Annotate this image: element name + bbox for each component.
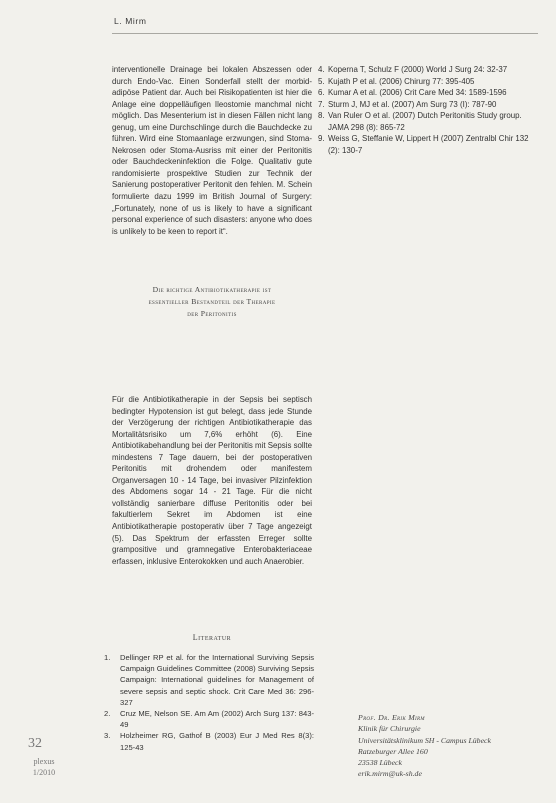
reference-number: 2. (104, 709, 111, 719)
address-line: Ratzeburger Allee 160 (358, 746, 428, 756)
body-paragraph: Für die Antibiotikatherapie in der Sepsis bei septisch bedingter Hypotension ist gut belegt, dass jede Stunde der Verzögerung der richtigen Antibiotikatherapie das Mortalitätsrisiko um 7,6% erhöht (6). Eine Antibiotikabehandlung bei der Peritonitis mit Sepsis sollte mindestens 7 Tage dauern, bei der postoperativen Peritonitis mit drohendem oder manifestem Organversagen 10 - 14 Tage, bei invasiver Pilzinfektion des Abdomens sogar 14 - 21 Tage. Für die nicht vollständig sanierbare diffuse Peritonitis oder bei fakultierlem Sekret im Abdomen ist eine Antibiotikatherapie postoperativ über 7 Tage angezeigt (5). Das Spektrum der erfassten Erreger sollte grampositive und gramnegative Enterobakteriaceae erfassen, inklusive Enterokokken und auch Anaerobier. (112, 395, 313, 566)
reference-item (318, 87, 536, 99)
running-header-author: L. Mirm (114, 16, 147, 26)
reference-item (318, 64, 536, 76)
reference-item (104, 652, 314, 708)
reference-number: 9. (318, 134, 325, 144)
reference-item (104, 708, 314, 730)
reference-item (318, 133, 536, 156)
section-body (112, 394, 312, 567)
address-line: Klinik für Chirurgie (358, 724, 421, 734)
reference-number: 8. (318, 111, 325, 121)
reference-number: 6. (318, 88, 325, 98)
reference-number: 1. (104, 653, 111, 662)
reference-item (318, 110, 536, 133)
reference-text: Holzheimer RG, Gathof B (2003) Eur J Med Res 8(3): 125-43 (120, 731, 314, 752)
journal-name: plexus (33, 757, 55, 766)
journal-issue-number: 1/2010 (32, 768, 56, 777)
author-email[interactable]: erik.mirm@uk-sh.de (358, 769, 422, 779)
body-paragraph: interventionelle Drainage bei lokalen Abszessen oder durch Endo-Vac. Einen Sonderfall stellt der morbid-adipöse Patient dar. Auch bei Risikopatienten ist hier die Anlage eine doppelläufigen Ileostomie manchmal nicht möglich. Das Mesenterium ist in diesen Fällen nicht lang genug, um eine Durchschlinge durch die Bauchdecke zu führen. Wird eine Stomaanlage erzwungen, sind Stoma-Nekrosen oder Stoma-Ausriss mit einer der Peritonitis oder Bauchdeckeninfektion die Folge. Qualitativ gute randomisierte prospektive Studien zur Technik der Sanierung postoperativer Peritonit den fehlen. M. Schein formulierte dazu 1999 im British Journal of Surgery: „Fortunately, none of us is likely to have a significant personal experience of such disasters: anyone who does is unlikely to be keen to report it“. (112, 65, 312, 236)
reference-item (104, 730, 314, 752)
reference-text: Cruz ME, Nelson SE. Am Am (2002) Arch Surg 137: 843-49 (120, 709, 314, 730)
section-heading-line: essentieller Bestandteil der Therapie (148, 297, 276, 306)
reference-item (318, 76, 536, 88)
right-column-references (318, 64, 536, 156)
reference-text: Dellinger RP et al. for the International Surviving Sepsis Campaign Guidelines Committee (2008) Surviving Sepsis Campaign: International guidelines for Management of severe sepsis and septic shock. Crit Care Med 36: 296-327 (120, 653, 314, 707)
reference-number: 5. (318, 76, 325, 86)
header-rule (112, 33, 538, 34)
section-heading (112, 284, 312, 320)
reference-number: 4. (318, 65, 325, 74)
author-name: Prof. Dr. Erik Mirm (358, 713, 425, 722)
reference-number: 7. (318, 99, 325, 109)
literature-list-left (104, 652, 314, 753)
reference-item (318, 99, 536, 111)
section-heading-line: Die richtige Antibiotikatherapie ist (152, 285, 272, 294)
author-address (358, 712, 518, 780)
left-column (112, 64, 312, 237)
literature-heading: Literatur (192, 633, 232, 642)
page-number: 32 (28, 736, 42, 751)
address-line: 23538 Lübeck (358, 758, 402, 768)
reference-text: Kujath P et al. (2006) Chirurg 77: 395-405 (328, 76, 475, 86)
reference-text: Kumar A et al. (2006) Crit Care Med 34: 1589-1596 (328, 88, 507, 98)
reference-text: Weiss G, Steffanie W, Lippert H (2007) Zentralbl Chir 132 (2): 130-7 (328, 134, 529, 155)
reference-text: Koperna T, Schulz F (2000) World J Surg 24: 32-37 (328, 65, 508, 74)
reference-number: 3. (104, 731, 111, 741)
journal-issue (24, 756, 64, 778)
reference-text: Sturm J, MJ et al. (2007) Am Surg 73 (I): 787-90 (328, 99, 497, 109)
reference-text: Van Ruler O et al. (2007) Dutch Peritonitis Study group. JAMA 298 (8): 865-72 (328, 111, 522, 132)
address-line: Universitätsklinikum SH - Campus Lübeck (358, 735, 491, 745)
section-heading-line: der Peritonitis (187, 309, 237, 318)
